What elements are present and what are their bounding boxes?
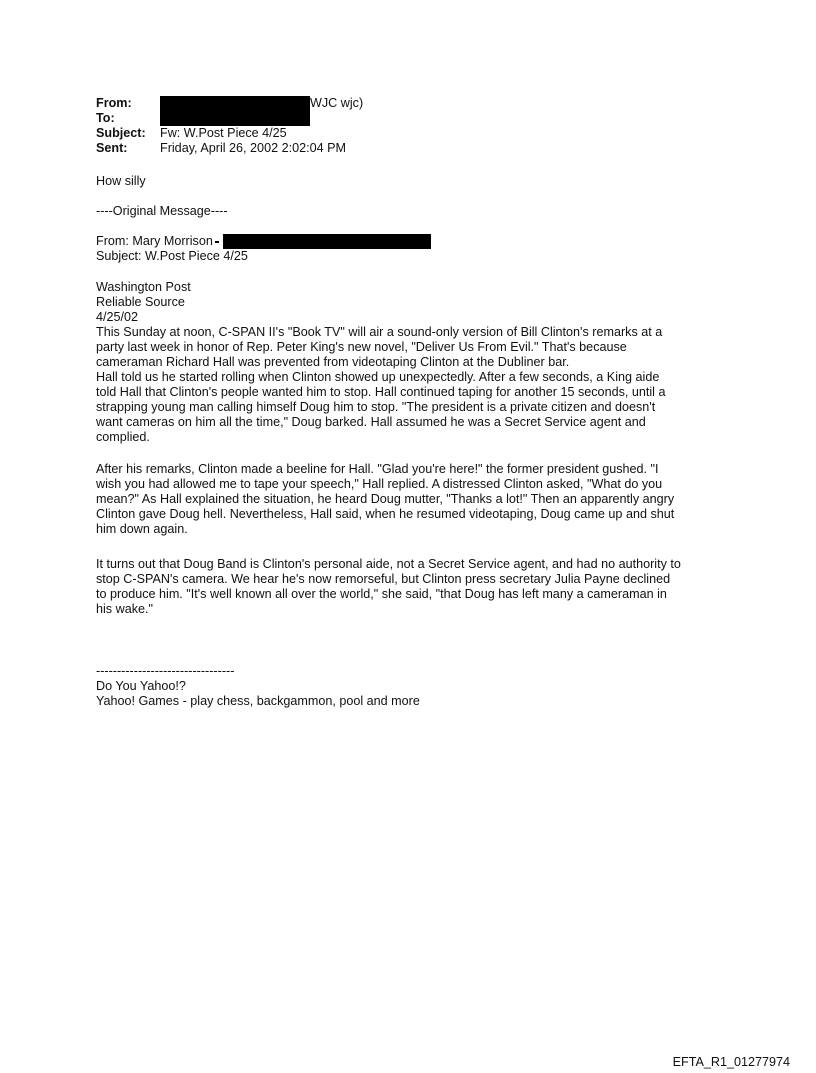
redaction-block — [223, 234, 431, 249]
document-id: EFTA_R1_01277974 — [672, 1055, 790, 1069]
signature-line-2: Yahoo! Games - play chess, backgammon, pool and more — [96, 694, 420, 708]
redaction-block — [160, 110, 310, 126]
sent-label: Sent: — [96, 141, 128, 155]
from-row — [96, 96, 363, 111]
article-body — [96, 280, 665, 445]
email-signature — [96, 664, 420, 709]
email-header — [96, 96, 363, 156]
paragraph-line: stop C-SPAN's camera. We hear he's now remorseful, but Clinton press secretary Julia Payne declined — [96, 572, 671, 586]
article-paragraph-2 — [96, 462, 674, 537]
article-date: 4/25/02 — [96, 310, 139, 324]
from-value-suffix: WJC wjc) — [310, 96, 364, 110]
article-paragraph-3 — [96, 557, 681, 617]
article-paragraph-1 — [96, 325, 665, 445]
sent-value: Friday, April 26, 2002 2:02:04 PM — [160, 141, 346, 155]
to-value — [160, 111, 310, 126]
paragraph-line: wish you had allowed me to tape your speech," Hall replied. A distressed Clinton asked, "What do you — [96, 477, 663, 491]
greeting-block — [96, 174, 146, 189]
paragraph-line: cameraman Richard Hall was prevented from videotaping Clinton at the Dubliner bar. — [96, 355, 570, 369]
paragraph-line: strapping young man calling himself Doug him to stop. "The president is a private citizen and doesn't — [96, 400, 656, 414]
from-label: From: — [96, 96, 132, 110]
paragraph-line: complied. — [96, 430, 150, 444]
article-source: Washington Post — [96, 280, 191, 294]
subject-row — [96, 126, 363, 141]
original-header — [96, 234, 431, 264]
paragraph-line: Clinton gave Doug hell. Nevertheless, Hall said, when he resumed videotaping, Doug came up and shut — [96, 507, 675, 521]
original-message-divider: ----Original Message---- — [96, 204, 228, 218]
original-from-row — [96, 234, 431, 249]
sent-row — [96, 141, 363, 156]
paragraph-line: Hall told us he started rolling when Clinton showed up unexpectedly. After a few seconds, a King aide — [96, 370, 660, 384]
paragraph-line: him down again. — [96, 522, 188, 536]
paragraph-line: party last week in honor of Rep. Peter King's new novel, "Deliver Us From Evil." That's because — [96, 340, 627, 354]
to-row — [96, 111, 363, 126]
original-from: From: Mary Morrison — [96, 234, 213, 248]
article-column: Reliable Source — [96, 295, 185, 309]
subject-value: Fw: W.Post Piece 4/25 — [160, 126, 287, 140]
paragraph-line: mean?" As Hall explained the situation, he heard Doug mutter, "Thanks a lot!" Then an apparently angry — [96, 492, 675, 506]
original-divider-block — [96, 204, 228, 219]
greeting-text: How silly — [96, 174, 146, 188]
paragraph-line: This Sunday at noon, C-SPAN II's "Book TV" will air a sound-only version of Bill Clinton's remarks at a — [96, 325, 663, 339]
original-subject: Subject: W.Post Piece 4/25 — [96, 249, 248, 263]
to-label: To: — [96, 111, 115, 125]
redaction-fragment — [215, 241, 219, 243]
paragraph-line: want cameras on him all the time," Doug barked. Hall assumed he was a Secret Service agent and — [96, 415, 646, 429]
from-value — [160, 96, 363, 111]
paragraph-line: to produce him. "It's well known all over the world," she said, "that Doug has left many a cameraman in — [96, 587, 667, 601]
signature-rule: --------------------------------- — [96, 664, 235, 678]
signature-line-1: Do You Yahoo!? — [96, 679, 186, 693]
paragraph-line: It turns out that Doug Band is Clinton's personal aide, not a Secret Service agent, and had no authority to — [96, 557, 681, 571]
paragraph-line: After his remarks, Clinton made a beeline for Hall. "Glad you're here!" the former president gushed. "I — [96, 462, 659, 476]
redaction-block — [160, 96, 310, 111]
paragraph-line: told Hall that Clinton's people wanted him to stop. Hall continued taping for another 15 seconds, until a — [96, 385, 666, 399]
subject-label: Subject: — [96, 126, 146, 140]
paragraph-line: his wake." — [96, 602, 153, 616]
